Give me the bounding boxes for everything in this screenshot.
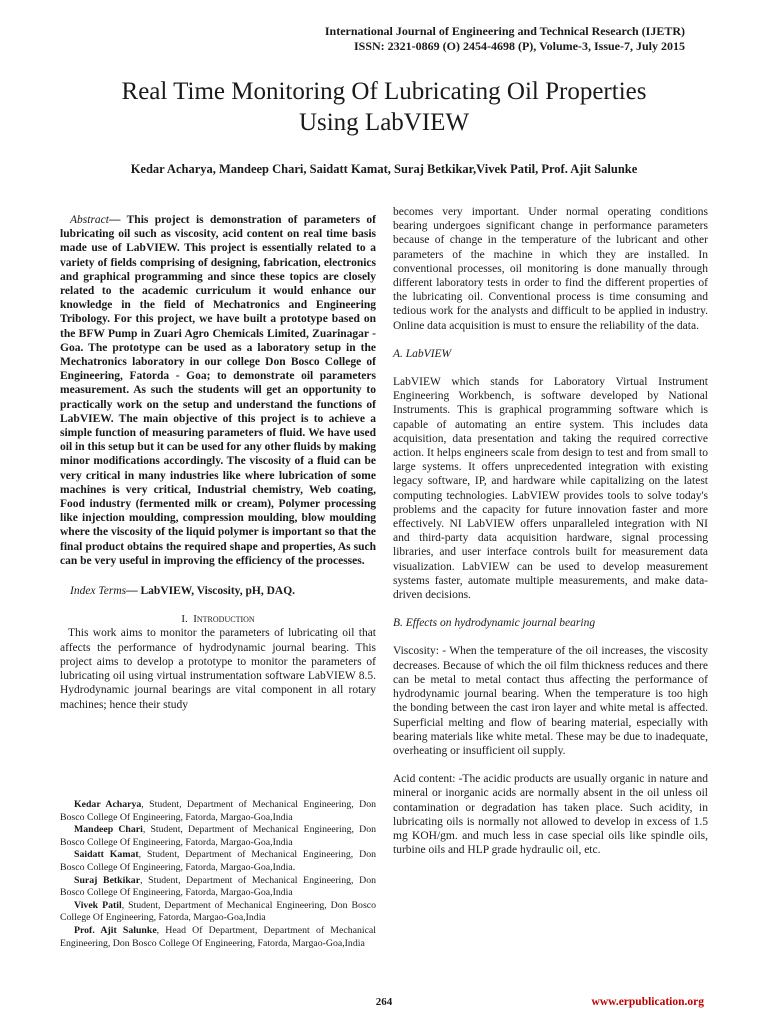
footnote-text: , Student, Department of Mechanical Engineering, Don Bosco College Of Engineering, Fatorda, Margao-Goa,India. — [60, 849, 377, 873]
footnote-text: , Student, Department of Mechanical Engineering, Don Bosco College Of Engineering, Fatorda, Margao-Goa,India — [60, 799, 377, 823]
publisher-link[interactable]: www.erpublication.org — [591, 996, 704, 1008]
index-terms — [60, 584, 376, 598]
abstract — [60, 213, 376, 568]
journal-issn: ISSN: 2321-0869 (O) 2454-4698 (P), Volume-3, Issue-7, July 2015 — [353, 39, 685, 53]
continuation-text: becomes very important. Under normal operating conditions bearing undergoes significant change in performance parameters because of change in the temperature of the lubricant and other parameters of the machine in which they are installed. In conventional processes, oil monitoring is done manually through different laboratory tests in order to find the different properties of the lubricating oil. Conventional process is time consuming and tedious work for the analysts and difficult to be applied in industry. Online data acquisition is must to ensure the reliability of the data. — [393, 206, 708, 332]
footnote — [60, 799, 376, 824]
journal-header — [325, 24, 685, 54]
footnote — [60, 849, 376, 874]
labview-text: LabVIEW which stands for Laboratory Virtual Instrument Engineering Workbench, is software developed by National Instruments. This is graphical programming software which is capable of automating an entire system. This includes data acquisition, data presentation and taking the required corrective action. It helps engineers scale from design to test and from small to large systems. It offers unprecedented integration with existing legacy software, IP, and hardware while capitalizing on the latest computing technologies. LabVIEW provides tools to solve today's problems and the capacity for future innovation faster and more effectively. NI LabVIEW offers unparalleled integration with NI and third-party data acquisition hardware, signal processing libraries, and user interface controls built for measurement data visualization. LabVIEW can be used to develop measurement systems faster, automate multiple measurements, and make data-driven decisions. — [393, 376, 708, 602]
footnote-name: Kedar Acharya — [74, 799, 142, 810]
footnote-text: , Student, Department of Mechanical Engineering, Don Bosco College Of Engineering, Fatorda, Margao-Goa,India — [60, 824, 376, 848]
abstract-text: — This project is demonstration of parameters of lubricating oil such as viscosity, acid content on real time basis made use of LabVIEW. This project is essentially related to a variety of fields comprising of designing, fabrication, electronics and graphical programming and since these topics are closely related to the academic curriculum it would enhance our knowledge in the field of Mechatronics and Engineering Tribology. For this project, we have built a prototype based on the BFW Pump in Zuari Agro Chemicals Limited, Zuarinagar - Goa. The prototype can be used as a laboratory setup in the Mechatronics laboratory in our college Don Bosco College of Engineering, Fatorda - Goa; to demonstrate oil parameters measurement. As such the students will get an opportunity to practically work on the setup and understand the functions of LabVIEW. The main objective of this project is to achieve a simple function of measuring parameters of fluid. We have used oil in this setup but it can be used for any other fluids by making minor modifications accordingly. The viscosity of a fluid can be very critical in many industries like where lubrication of some machines is very critical, Industrial chemistry, Web coating, Food industry (fermented milk or cream), Polymer processing like injection moulding, compression moulding, blow moulding where the viscosity of the liquid polymer is important so that the final product obtains the required shape and properties, As such can be very useful in improving the efficiency of the processes. — [60, 214, 376, 567]
section-heading-introduction — [60, 612, 376, 626]
abstract-lead: Abstract — [70, 214, 109, 226]
footnote — [60, 925, 376, 950]
index-terms-lead: Index Terms — [70, 585, 127, 598]
section-title: Introduction — [193, 613, 255, 626]
title-line-2: Using LabVIEW — [298, 109, 470, 136]
footnote-text: , Head Of Department, Department of Mechanical Engineering, Don Bosco College Of Engineering, Fatorda, Margao-Goa,India — [60, 924, 376, 949]
paper-title — [60, 76, 708, 138]
footnote-text: , Student, Department of Mechanical Engineering, Don Bosco College Of Engineering, Fatorda, Margao-Goa,India — [60, 899, 376, 924]
right-column — [393, 205, 708, 857]
subsection-heading-labview: A. LabVIEW — [393, 347, 452, 360]
footnote-name: Suraj Betkikar — [74, 874, 141, 886]
section-number: I. — [181, 613, 188, 626]
footnote — [60, 824, 376, 849]
footnote — [60, 875, 376, 900]
footnote-name: Mandeep Chari — [74, 824, 143, 836]
author-footnotes — [60, 799, 376, 950]
index-terms-text: — LabVIEW, Viscosity, pH, DAQ. — [126, 585, 296, 598]
footnote-text: , Student, Department of Mechanical Engineering, Don Bosco College Of Engineering, Fatorda, Margao-Goa,India — [60, 874, 377, 899]
footnote-name: Saidatt Kamat — [74, 849, 139, 861]
footnote-name: Prof. Ajit Salunke — [74, 924, 157, 936]
subsection-heading-effects: B. Effects on hydrodynamic journal bearing — [393, 617, 596, 630]
journal-name: International Journal of Engineering and Technical Research (IJETR) — [324, 24, 685, 38]
introduction-text: This work aims to monitor the parameters of lubricating oil that affects the performance of hydrodynamic journal bearing. This project aims to develop a prototype to monitor the parameters of lubricating oil using virtual instrumentation software LabVIEW 8.5. Hydrodynamic journal bearings are vital component in all rotary machines; hence their study — [60, 627, 376, 711]
page-number: 264 — [375, 996, 393, 1008]
acid-content-text: Acid content: -The acidic products are usually organic in nature and mineral or inorganic acids are normally absent in the oil unless oil contamination or degradation has taken place. Such acidity, in lubricating oils is normally not allowed to develop in excess of 1.5 mg KOH/gm. and much less in case special oils like spindle oils, turbine oils and HLP grade hydraulic oil, etc. — [393, 773, 708, 857]
title-line-1: Real Time Monitoring Of Lubricating Oil Properties — [121, 78, 647, 105]
footnote — [60, 900, 376, 925]
footnote-name: Vivek Patil — [74, 899, 122, 911]
viscosity-text: Viscosity: - When the temperature of the oil increases, the viscosity decreases. Because of which the oil film thickness reduces and there can be metal to metal contact thus affecting the performance of hydrodynamic journal bearing. When the temperature is too high the bonding between the cast iron layer and white metal is affected. Superficial melting and flow of bearing material, especially with bearing materials like white metal. These may be due to inadequate, overheating or insufficient oil supply. — [393, 645, 708, 757]
author-list: Kedar Acharya, Mandeep Chari, Saidatt Kamat, Suraj Betkikar,Vivek Patil, Prof. Ajit Salunke — [130, 162, 638, 176]
left-column — [60, 213, 376, 712]
